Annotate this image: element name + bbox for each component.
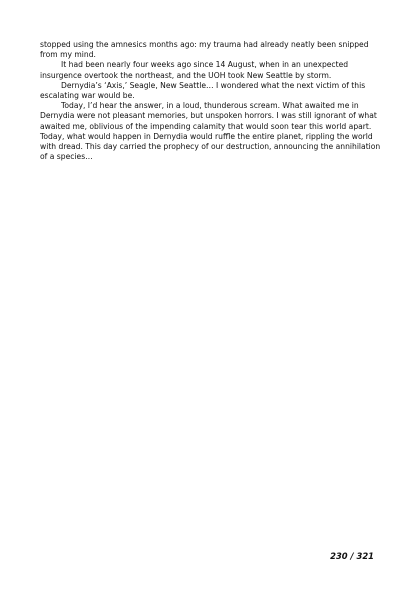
- paragraph-2: It had been nearly four weeks ago since 14 August, when in an unexpected insurgence overtook the northeast, and the UOH took New Seattle by storm.: [40, 60, 349, 80]
- paragraph-1: stopped using the amnesics months ago: my trauma had already neatly been snipped from my mind.: [40, 40, 369, 60]
- page-number: 230 / 321: [330, 551, 374, 561]
- body-text: [40, 40, 382, 162]
- paragraph-4: Today, I’d hear the answer, in a loud, thunderous scream. What awaited me in Dernydia were not pleasant memories, but unspoken horrors. I was still ignorant of what awaited me, oblivious of the impending calamity that would soon tear this world apart. Today, what would happen in Dernydia would ruffle the entire planet, rippling the world with dread. This day carried the prophecy of our destruction, announcing the annihilation of a species…: [40, 101, 381, 162]
- paragraph-3: Dernydia’s ‘Axis,’ Seagle, New Seattle… I wondered what the next victim of this escalating war would be.: [40, 80, 366, 101]
